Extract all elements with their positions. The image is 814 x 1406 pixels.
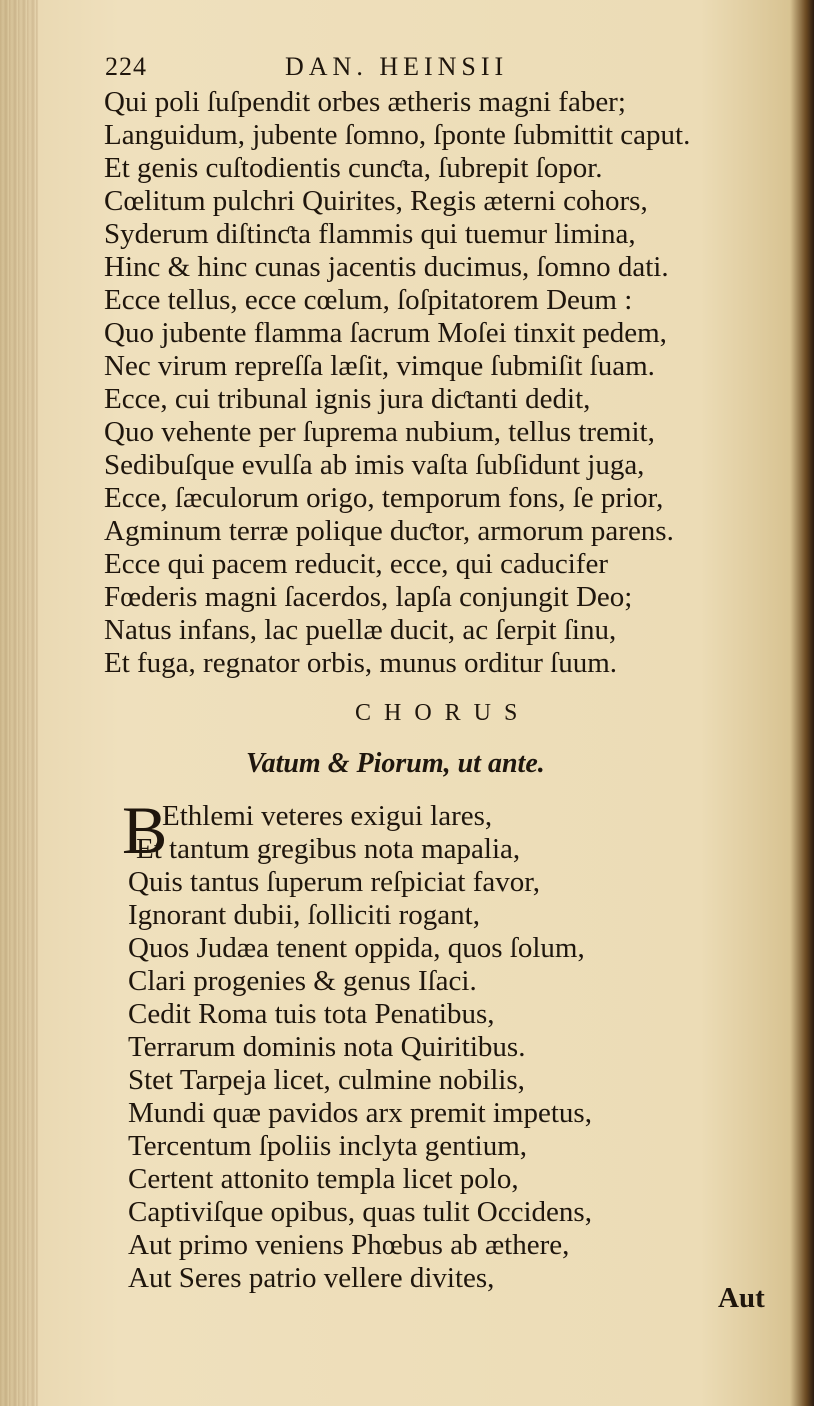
chorus-heading: CHORUS: [355, 700, 531, 726]
chorus-line: Certent attonito templa licet polo,: [128, 1163, 519, 1195]
chorus-line: Cedit Roma tuis tota Penatibus,: [128, 998, 495, 1030]
poem-line: Languidum, jubente ſomno, ſponte ſubmittit caput.: [104, 119, 691, 151]
drop-cap-letter: B: [122, 792, 168, 868]
page-number: 224: [105, 52, 147, 81]
poem-line: Hinc & hinc cunas jacentis ducimus, ſomno dati.: [104, 251, 669, 283]
chorus-line: Tercentum ſpoliis inclyta gentium,: [128, 1130, 528, 1162]
chorus-line: Et tantum gregibus nota mapalia,: [136, 833, 521, 865]
chorus-line: Aut primo veniens Phœbus ab æthere,: [128, 1229, 570, 1261]
chorus-line: Quos Judæa tenent oppida, quos ſolum,: [128, 932, 585, 964]
running-title: DAN. HEINSII: [285, 52, 509, 81]
chorus-line: Stet Tarpeja licet, culmine nobilis,: [128, 1064, 525, 1096]
poem-line: Sedibuſque evulſa ab imis vaſta ſubſidunt juga,: [104, 449, 645, 481]
poem-line: Nec virum repreſſa læſit, vimque ſubmiſit ſuam.: [104, 350, 655, 382]
poem-line: Agminum terræ polique duƈtor, armorum parens.: [104, 515, 674, 547]
poem-line: Cœlitum pulchri Quirites, Regis æterni cohors,: [104, 185, 648, 217]
poem-line: Ecce qui pacem reducit, ecce, qui caducifer: [104, 548, 608, 580]
catchword: Aut: [718, 1282, 765, 1314]
chorus-line: Clari progenies & genus Iſaci.: [128, 965, 477, 997]
poem-line: Ecce, ſæculorum origo, temporum fons, ſe prior,: [104, 482, 664, 514]
poem-line: Ecce tellus, ecce cœlum, ſoſpitatorem Deum :: [104, 284, 633, 316]
chorus-line: Terrarum dominis nota Quiritibus.: [128, 1031, 526, 1063]
poem-line: Quo vehente per ſuprema nubium, tellus tremit,: [104, 416, 655, 448]
chorus-line: Ignorant dubii, ſolliciti rogant,: [128, 899, 480, 931]
chorus-line: Captiviſque opibus, quas tulit Occidens,: [128, 1196, 592, 1228]
poem-line: Qui poli ſuſpendit orbes ætheris magni faber;: [104, 86, 626, 118]
chorus-line: Aut Seres patrio vellere divites,: [128, 1262, 495, 1294]
page-binding-edge: [0, 0, 38, 1406]
poem-line: Ecce, cui tribunal ignis jura diƈtanti dedit,: [104, 383, 591, 415]
chorus-line: Mundi quæ pavidos arx premit impetus,: [128, 1097, 592, 1129]
poem-line: Natus infans, lac puellæ ducit, ac ſerpit ſinu,: [104, 614, 617, 646]
poem-line: Et genis cuſtodientis cunƈta, ſubrepit ſopor.: [104, 152, 603, 184]
poem-line: Quo jubente flamma ſacrum Moſei tinxit pedem,: [104, 317, 667, 349]
chorus-line: Ethlemi veteres exigui lares,: [162, 800, 493, 832]
poem-line: Fœderis magni ſacerdos, lapſa conjungit Deo;: [104, 581, 633, 613]
chorus-subheading: Vatum & Piorum, ut ante.: [246, 748, 545, 779]
poem-line: Et fuga, regnator orbis, munus orditur ſuum.: [104, 647, 618, 679]
chorus-line: Quis tantus ſuperum reſpiciat favor,: [128, 866, 540, 898]
poem-line: Syderum diſtinƈta flammis qui tuemur limina,: [104, 218, 636, 250]
